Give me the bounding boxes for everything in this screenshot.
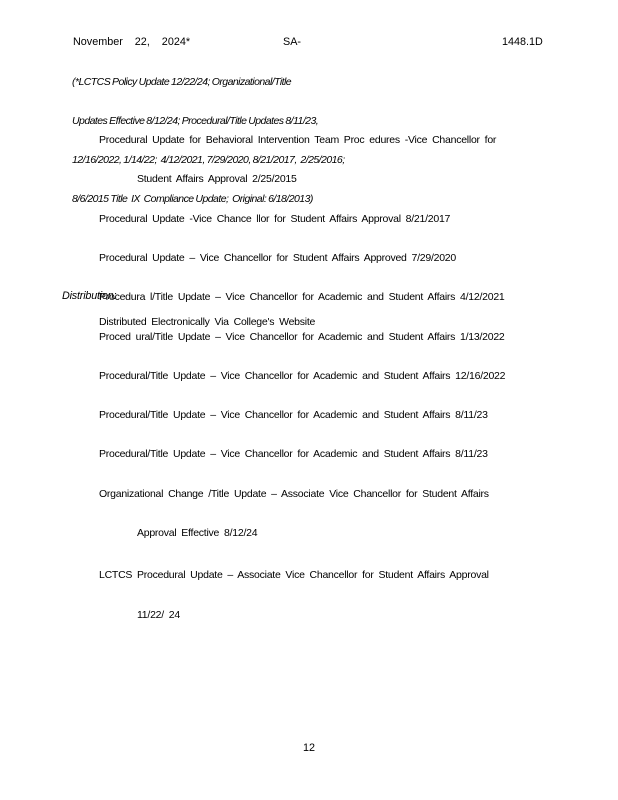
history-line: Organizational Change /Title Update – Associate Vice Chancellor for Student Affairs xyxy=(99,487,489,500)
history-line: Procedural/Title Update – Vice Chancellor for Academic and Student Affairs 8/11/23 xyxy=(99,409,488,422)
distribution-heading: Distribution: xyxy=(62,290,117,302)
revision-note-line: 12/16/2022, 1/14/22; 4/12/2021, 7/29/2020, 8/21/2017, 2/25/2016; xyxy=(72,154,345,166)
history-line: Procedural/Title Update – Vice Chancellor for Academic and Student Affairs 8/11/23 xyxy=(99,448,488,461)
history-line: Procedural Update – Vice Chancellor for Student Affairs Approved 7/29/2020 xyxy=(99,252,456,265)
header-date: November 22, 2024* xyxy=(73,36,191,48)
history-line: Procedural/Title Update – Vice Chancellor for Academic and Student Affairs 12/16/2022 xyxy=(99,369,506,382)
header-policy-number: 1448.1D xyxy=(502,36,543,48)
page-number: 12 xyxy=(302,742,315,754)
revision-history-list xyxy=(99,108,505,648)
history-line: LCTCS Procedural Update – Associate Vice Chancellor for Student Affairs Approval xyxy=(99,569,489,582)
history-line: 11/22/ 24 xyxy=(137,608,180,621)
revision-note-line: Updates Effective 8/12/24; Procedural/Title Updates 8/11/23, xyxy=(72,115,319,127)
history-line: Proced ural/Title Update – Vice Chancellor for Academic and Student Affairs 1/13/2022 xyxy=(99,330,505,343)
history-line: Procedural Update for Behavioral Intervention Team Proc edures -Vice Chancellor for xyxy=(99,134,497,147)
history-line: Procedural Update -Vice Chance llor for Student Affairs Approval 8/21/2017 xyxy=(99,212,451,225)
revision-note-line: 8/6/2015 Title IX Compliance Update; Original: 6/18/2013) xyxy=(72,193,313,205)
revision-note-line: (*LCTCS Policy Update 12/22/24; Organizational/Title xyxy=(72,76,292,88)
history-line: Procedura l/Title Update – Vice Chancellor for Academic and Student Affairs 4/12/2021 xyxy=(99,291,505,304)
distribution-method: Distributed Electronically Via College's Website xyxy=(99,316,316,328)
page-header xyxy=(0,36,618,50)
header-policy-code: SA- xyxy=(283,36,301,48)
history-line: Approval Effective 8/12/24 xyxy=(137,527,258,539)
history-line: Student Affairs Approval 2/25/2015 xyxy=(137,173,297,186)
